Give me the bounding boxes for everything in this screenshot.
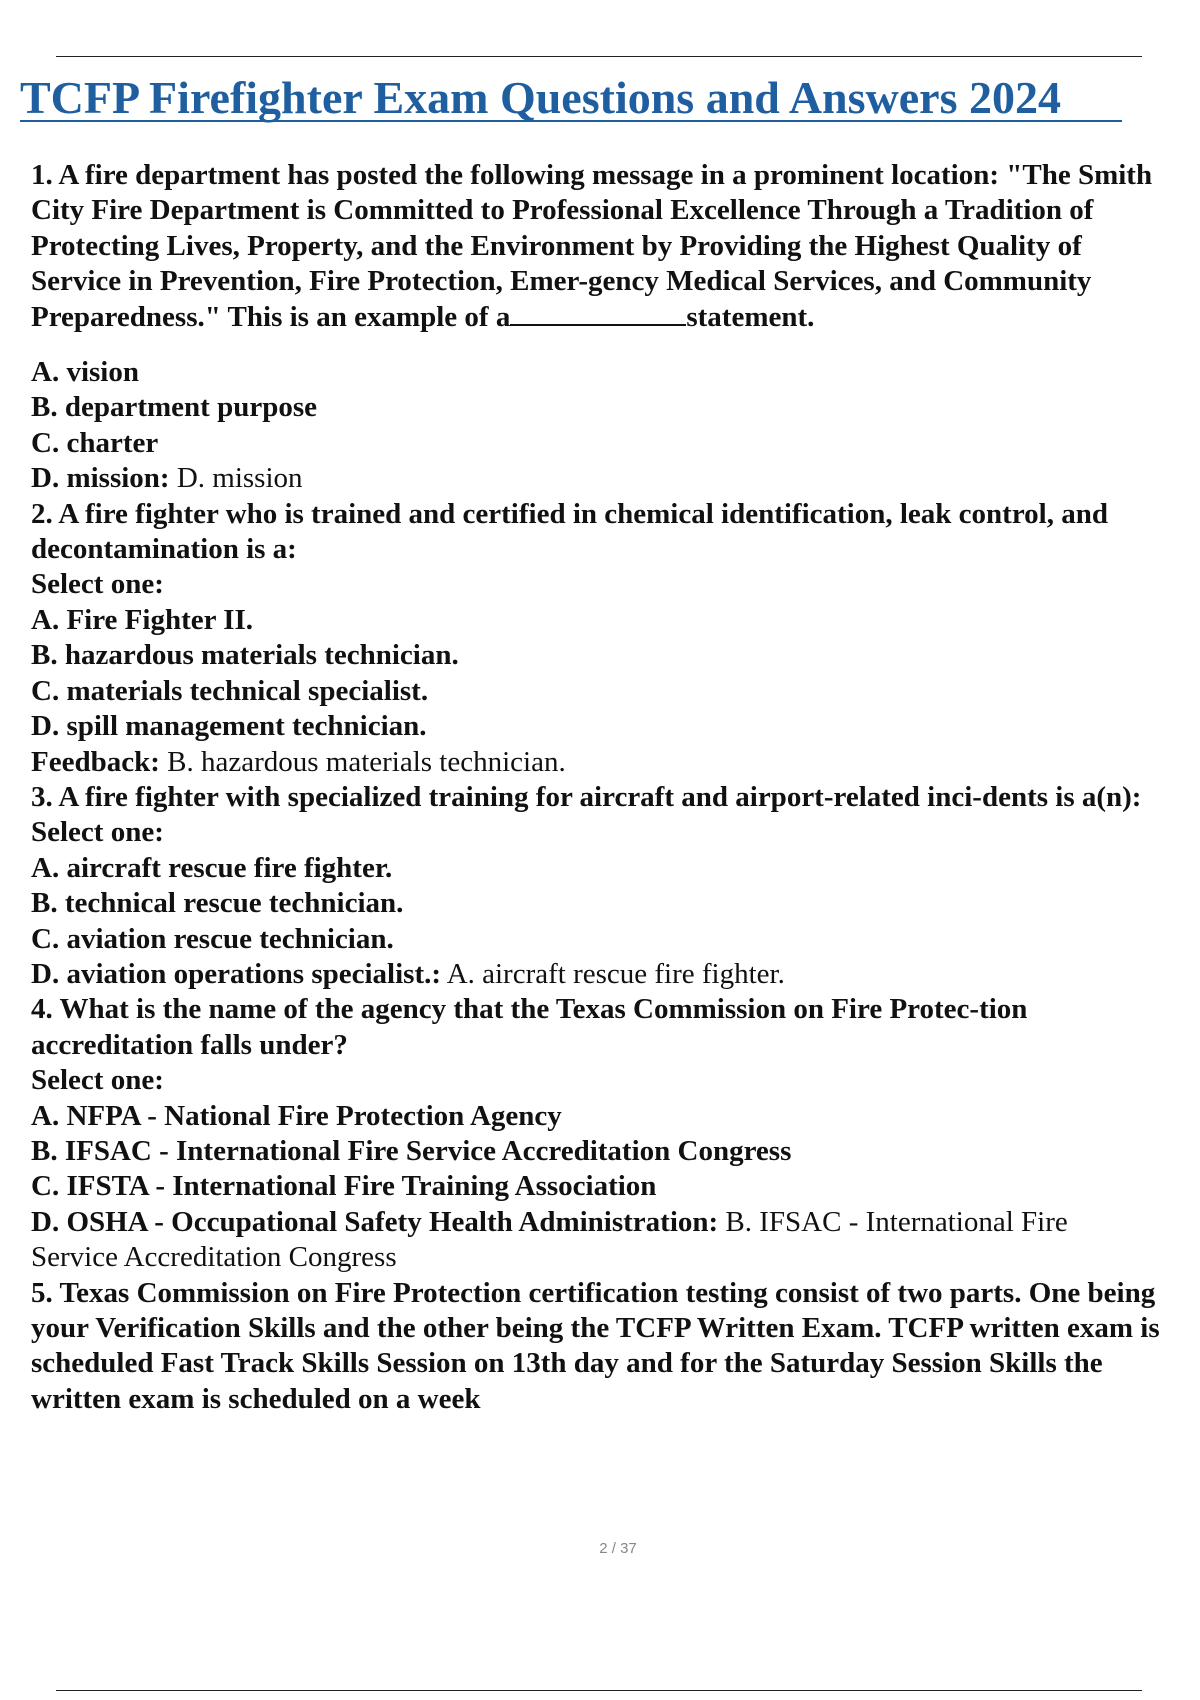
question-1-stem-end: statement.: [686, 300, 815, 333]
question-1-option-c: C. charter: [31, 426, 159, 459]
question-1-option-d: [31, 461, 1161, 496]
question-2-stem: 2. A fire fighter who is trained and certified in chemical identification, leak control, and decontamination is a:: [31, 497, 1108, 566]
feedback-label: Feedback:: [31, 745, 160, 778]
question-2-feedback: [31, 745, 1161, 780]
question-4-option-b: B. IFSAC - International Fire Service Accreditation Congress: [31, 1134, 792, 1167]
question-5-stem: 5. Texas Commission on Fire Protection certification testing consist of two parts. One being your Verification Skills and the other being the TCFP Written Exam. TCFP written exam is scheduled Fast Track Skills Session on 13th day and for the Saturday Session Skills the written exam is scheduled on a week: [31, 1276, 1160, 1415]
question-3-option-d-label: D. aviation operations specialist.:: [31, 957, 442, 990]
question-4-option-a: A. NFPA - National Fire Protection Agency: [31, 1099, 562, 1132]
question-1-option-d-label: D. mission:: [31, 462, 170, 495]
question-1-option-b: B. department purpose: [31, 391, 317, 424]
question-3-option-b: B. technical rescue technician.: [31, 887, 404, 920]
question-3-stem: 3. A fire fighter with specialized training for aircraft and airport-related inci-dents is a(n):: [31, 780, 1142, 813]
question-1-stem-text: 1. A fire department has posted the following message in a prominent location: "The Smith City Fire Department is Committed to Professional Excellence Through a Tradition of Protecting Lives, Property, and the Environment by Providing the Highest Quality of Service in Prevention, Fire Protection, Emer-gency Medical Services, and Community Preparedness." This is an example of a: [31, 159, 1153, 333]
questions-body: [31, 158, 1161, 1417]
question-1-stem: [31, 158, 1161, 335]
question-2-option-b: B. hazardous materials technician.: [31, 639, 459, 672]
question-4-stem: 4. What is the name of the agency that the Texas Commission on Fire Protec-tion accreditation falls under?: [31, 993, 1028, 1061]
question-2-option-a: A. Fire Fighter II.: [31, 603, 254, 636]
page-indicator: 2 / 37: [599, 1540, 637, 1557]
question-4-answer: B. IFSAC - International Fire Service Accreditation Congress: [31, 1205, 1068, 1274]
question-2-prompt: Select one:: [31, 568, 164, 601]
document-title: TCFP Firefighter Exam Questions and Answers 2024: [20, 72, 1061, 123]
fill-in-blank: [510, 302, 686, 326]
top-rule: [56, 56, 1142, 57]
question-2-answer: B. hazardous materials technician.: [167, 745, 566, 778]
question-4-option-d: [31, 1205, 1161, 1276]
question-3-option-a: A. aircraft rescue fire fighter.: [31, 851, 393, 884]
question-3-option-c: C. aviation rescue technician.: [31, 922, 394, 955]
question-3-answer: A. aircraft rescue fire fighter.: [446, 957, 785, 990]
question-2-option-c: C. materials technical specialist.: [31, 674, 429, 707]
question-4-option-c: C. IFSTA - International Fire Training Association: [31, 1170, 657, 1203]
question-4-prompt: Select one:: [31, 1064, 164, 1097]
title-underline: [20, 120, 1122, 122]
question-4-option-d-label: D. OSHA - Occupational Safety Health Administration:: [31, 1205, 719, 1238]
question-3-option-d: [31, 957, 1161, 992]
question-2-option-d: D. spill management technician.: [31, 710, 427, 743]
question-1-answer: D. mission: [176, 462, 303, 495]
question-1-option-a: A. vision: [31, 356, 139, 389]
bottom-rule: [56, 1690, 1142, 1691]
question-3-prompt: Select one:: [31, 816, 164, 849]
